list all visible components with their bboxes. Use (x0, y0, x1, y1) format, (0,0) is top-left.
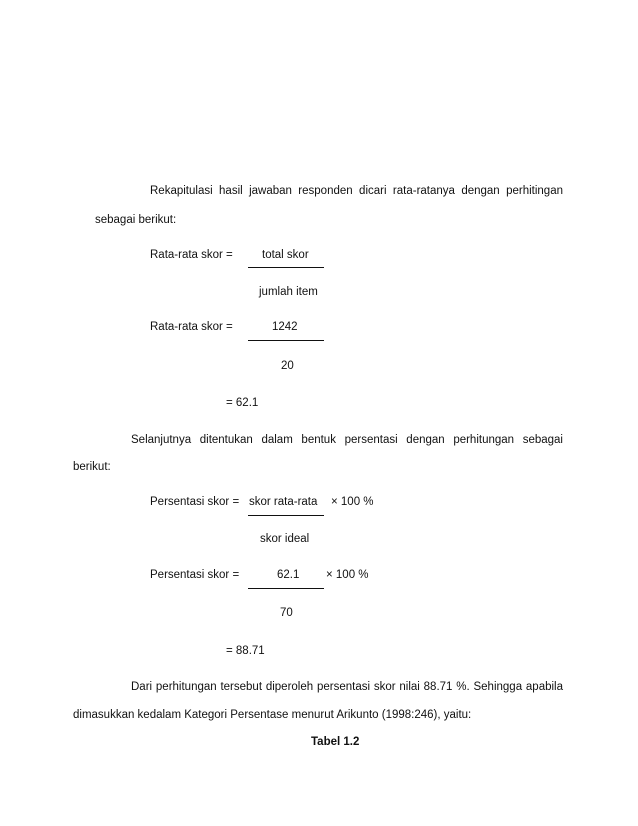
paragraph-3-line-1: Dari perhitungan tersebut diperoleh persentasi skor nilai 88.71 %. Sehingga apabila (131, 681, 563, 693)
formula-1-numerator: total skor (262, 249, 309, 261)
formula-2-denominator: 20 (281, 360, 294, 372)
formula-4-numerator: 62.1 (277, 569, 300, 581)
formula-4-denominator: 70 (280, 607, 293, 619)
formula-1-fraction-bar (248, 267, 324, 268)
paragraph-1-line-1: Rekapitulasi hasil jawaban responden dicari rata-ratanya dengan perhitingan (150, 185, 563, 197)
formula-4-multiplier: × 100 % (326, 569, 369, 581)
formula-2-numerator: 1242 (272, 321, 298, 333)
formula-4-fraction-bar (248, 588, 324, 589)
paragraph-2-line-2: berikut: (73, 461, 111, 473)
result-1: = 62.1 (226, 397, 259, 409)
paragraph-1-line-2: sebagai berikut: (95, 214, 177, 226)
formula-1-denominator: jumlah item (259, 286, 318, 298)
formula-2-fraction-bar (248, 340, 324, 341)
formula-2-label: Rata-rata skor = (150, 321, 233, 333)
formula-3-denominator: skor ideal (260, 533, 310, 545)
table-caption: Tabel 1.2 (311, 736, 360, 748)
result-2: = 88.71 (226, 645, 265, 657)
paragraph-2-line-1: Selanjutnya ditentukan dalam bentuk persentasi dengan perhitungan sebagai (131, 434, 563, 446)
formula-1-label: Rata-rata skor = (150, 249, 233, 261)
formula-3-label: Persentasi skor = (150, 496, 240, 508)
formula-3-fraction-bar (248, 515, 324, 516)
paragraph-3-line-2: dimasukkan kedalam Kategori Persentase menurut Arikunto (1998:246), yaitu: (73, 709, 472, 721)
formula-3-multiplier: × 100 % (331, 496, 374, 508)
formula-4-label: Persentasi skor = (150, 569, 240, 581)
formula-3-numerator: skor rata-rata (249, 496, 318, 508)
